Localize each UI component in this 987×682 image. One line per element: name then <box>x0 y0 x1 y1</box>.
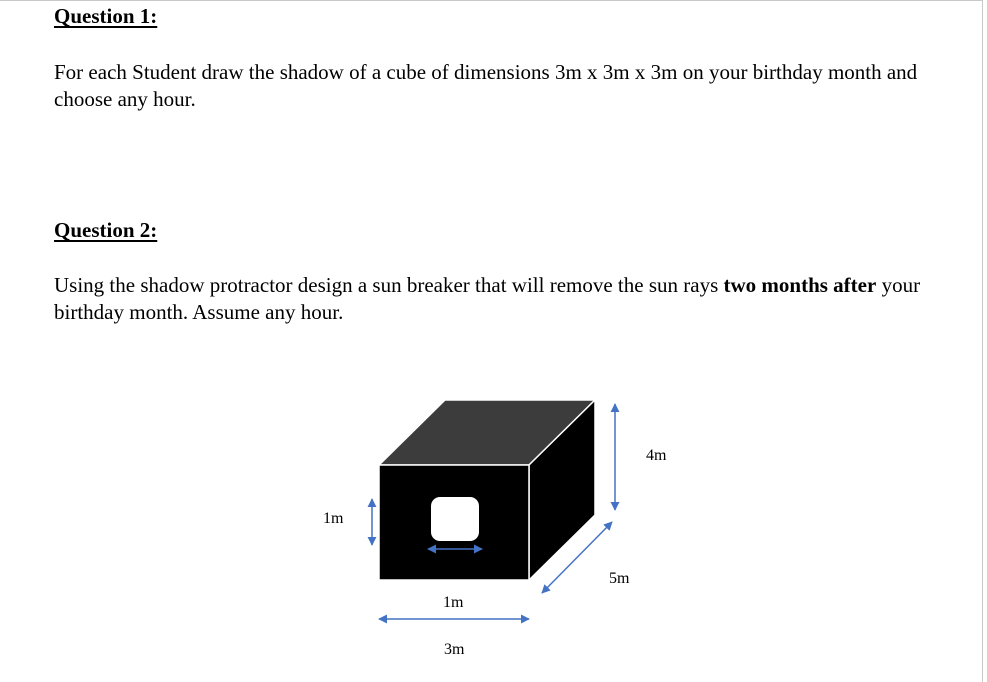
opening-width-label: 1m <box>443 594 464 611</box>
depth-label: 5m <box>609 570 630 587</box>
question-1-text: For each Student draw the shadow of a cube of dimensions 3m x 3m x 3m on your birthday month and choose any hour. <box>54 60 918 111</box>
opening-height-label: 1m <box>323 510 344 527</box>
height-label: 4m <box>646 447 667 464</box>
question-2-text-emphasis: two months after <box>723 273 877 297</box>
question-2-text-start: Using the shadow protractor design a sun breaker that will remove the sun rays <box>54 273 724 297</box>
width-label: 3m <box>444 641 465 658</box>
question-2-heading: Question 2: <box>54 218 158 242</box>
question-2-text-end: your birthday month. Assume any hour. <box>54 273 921 324</box>
question-1-heading: Question 1: <box>54 4 158 28</box>
window-opening <box>431 497 479 541</box>
